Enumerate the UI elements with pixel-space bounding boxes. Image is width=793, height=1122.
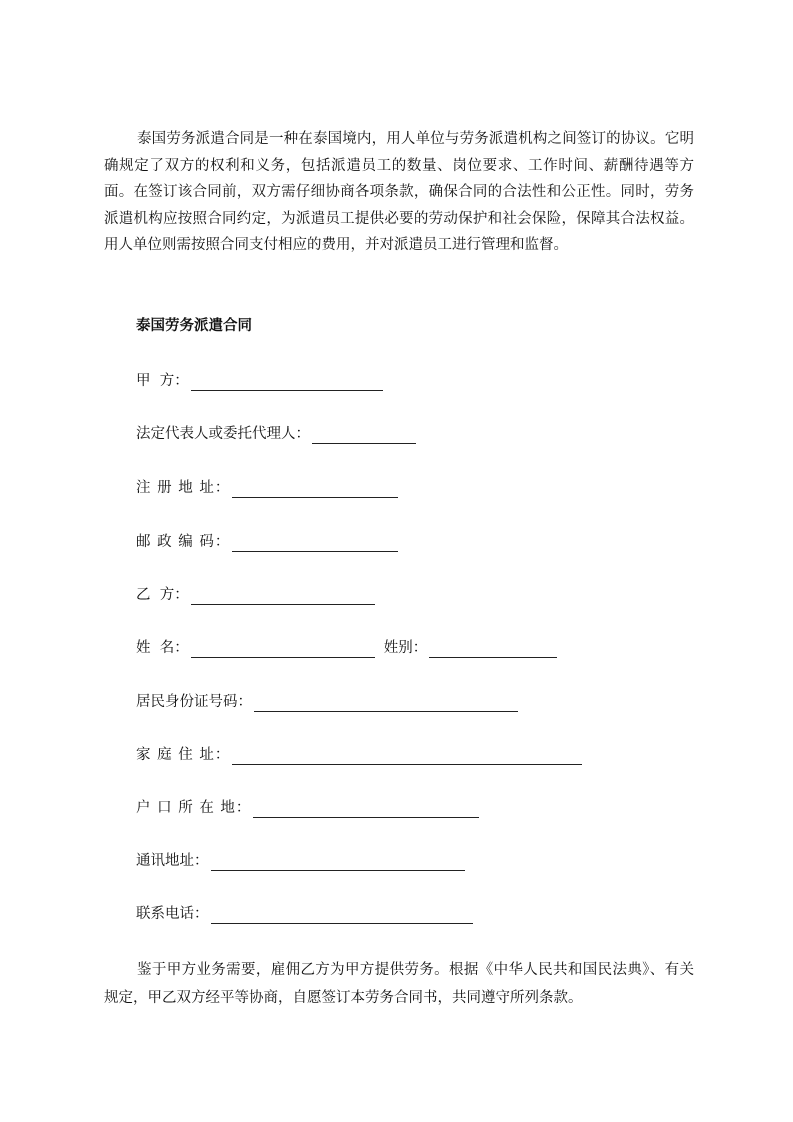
party-a-blank[interactable] [191, 374, 383, 391]
id-number-blank[interactable] [254, 695, 518, 712]
phone-label: 联系电话： [136, 906, 209, 922]
home-address-blank[interactable] [232, 748, 582, 765]
hukou-label: 户 口 所 在 地： [136, 800, 252, 816]
party-b-blank[interactable] [191, 588, 375, 605]
intro-paragraph: 泰国劳务派遣合同是一种在泰国境内，用人单位与劳务派遣机构之间签订的协议。它明确规定了双方的权利和义务，包括派遣员工的数量、岗位要求、工作时间、薪酬待遇等方面。在签订该合同前，双方需仔细协商各项条款，确保合同的合法性和公正性。同时，劳务派遣机构应按照合同约定，为派遣员工提供必要的劳动保护和社会保险，保障其合法权益。用人单位则需按照合同支付相应的费用，并对派遣员工进行管理和监督。 [104, 131, 694, 253]
gender-blank[interactable] [429, 641, 557, 658]
postal-code-blank[interactable] [232, 535, 398, 552]
closing-paragraph: 鉴于甲方业务需要，雇佣乙方为甲方提供劳务。根据《中华人民共和国民法典》、有关规定，甲乙双方经平等协商，自愿签订本劳务合同书，共同遵守所列条款。 [104, 962, 694, 1006]
name-gender-field [136, 638, 557, 658]
hukou-field [136, 798, 479, 818]
postal-code-field [136, 532, 398, 552]
home-address-label: 家 庭 住 址： [136, 747, 231, 763]
mail-address-blank[interactable] [211, 854, 465, 871]
legal-rep-label: 法定代表人或委托代理人： [136, 426, 310, 442]
party-b-field [136, 585, 375, 605]
party-a-field [136, 371, 383, 391]
reg-address-label: 注 册 地 址： [136, 480, 231, 496]
phone-field [136, 904, 473, 924]
home-address-field [136, 745, 582, 765]
phone-blank[interactable] [211, 907, 473, 924]
reg-address-field [136, 478, 398, 498]
hukou-blank[interactable] [253, 801, 479, 818]
name-label: 姓 名： [136, 640, 189, 656]
mail-address-label: 通讯地址： [136, 853, 209, 869]
name-blank[interactable] [191, 641, 375, 658]
postal-code-label: 邮 政 编 码： [136, 534, 231, 550]
id-number-field [136, 692, 518, 712]
party-b-label: 乙 方： [136, 587, 189, 603]
mail-address-field [136, 851, 465, 871]
reg-address-blank[interactable] [232, 481, 398, 498]
id-number-label: 居民身份证号码： [136, 694, 252, 710]
legal-rep-field [136, 424, 416, 444]
legal-rep-blank[interactable] [312, 427, 416, 444]
contract-title: 泰国劳务派遣合同 [136, 318, 252, 334]
party-a-label: 甲 方： [136, 373, 189, 389]
gender-label: 姓别： [383, 640, 428, 656]
